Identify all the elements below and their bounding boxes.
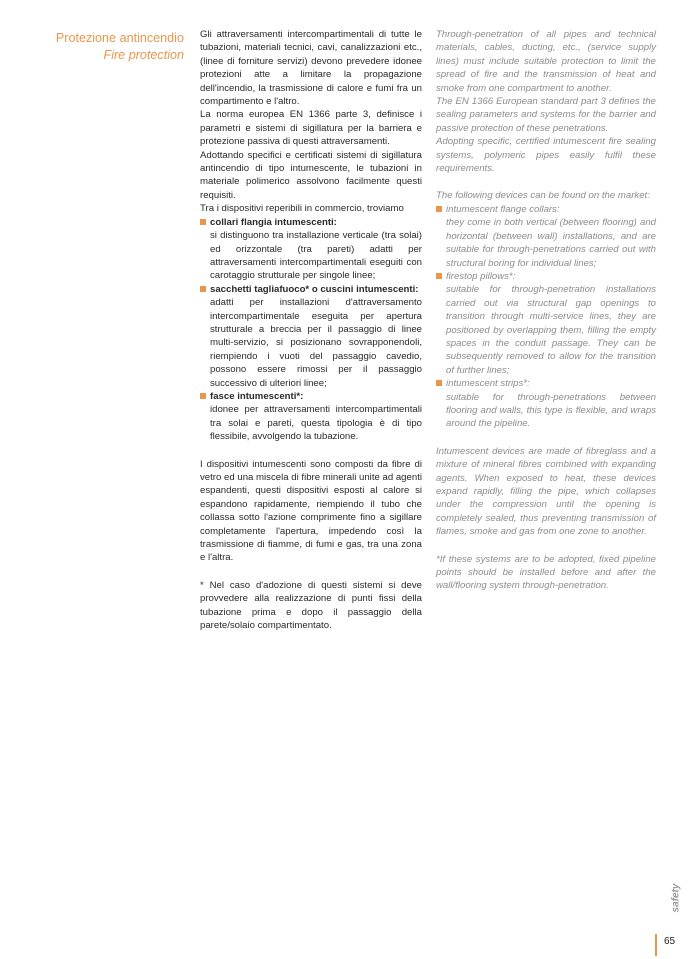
list-item-description: suitable for through-penetration installations carried out via structural gap openings to transition through multi-service lines, they are positioned by overlapping them, filling the empty spaces in the conduit passage. They can be subsequently removed to allow for the transition of further lines; [446,284,656,376]
paragraph: Tra i dispositivi reperibili in commercio, troviamo [200,203,404,215]
paragraph: Adottando specifici e certificati sistemi di sigillatura antincendio di tipo intumescente, le tubazioni in materiale polimerico assolvono facilmente questi requisiti. [200,149,422,201]
paragraph: La norma europea EN 1366 parte 3, definisce i parametri e sistemi di sigillatura per la barriera e protezione passiva di questi attraversamenti. [200,109,422,148]
bullet-square-icon [436,273,442,279]
list-item-title: firestop pillows*: [446,270,516,282]
section-title-english: Fire protection [103,48,184,62]
list-item [436,203,656,216]
paragraph: Gli attraversamenti intercompartimentali di tutte le tubazioni, materiali tecnici, cavi, canalizzazioni etc., (linee di forniture servizi) devono prevedere idonee protezioni atte a limitare la propagazione dell'incendio, la trasmissione di calore e fumi fra un compartimento e l'altro. [200,29,422,108]
page-number: 65 [664,936,676,947]
list-item [200,216,422,229]
list-item-title: sacchetti tagliafuoco* o cuscini intumescenti: [210,283,419,295]
list-item-title: intumescent flange collars: [446,203,560,215]
paragraph: The following devices can be found on the market: [436,190,650,202]
list-item [200,283,422,296]
bullet-square-icon [436,206,442,212]
list-item-description: idonee per attraversamenti intercompartimentali tra solai e pareti, questa tipologia è di tipo flessibile, avvolgendo la tubazione. [210,404,422,443]
brand-mark [666,878,686,918]
bullet-square-icon [200,219,206,225]
footnote: * Nel caso d'adozione di questi sistemi si deve provvedere alla realizzazione di punti fissi della tubazione prima e dopo il passaggio della parete/solaio compartimentato. [200,579,422,632]
list-item-title: fasce intumescenti*: [210,390,304,402]
list-item [200,390,422,403]
bullet-square-icon [436,380,442,386]
list-item-description: si distinguono tra installazione verticale (tra solai) ed orizzontale (tra pareti) adatti per attraversamenti intercompartimentali eseguiti con carotaggio strutturale per singole linee; [210,230,422,282]
english-column [436,28,656,593]
page-number-bar [655,934,657,956]
list-item-title: collari flangia intumescenti: [210,216,337,228]
paragraph: Through-penetration of all pipes and technical materials, cables, ducting, etc., (service supply lines) must include suitable protection to limit the spread of fire and the transmission of heat and smoke from one compartment to another. [436,29,656,94]
list-item [436,377,656,390]
list-item-description: adatti per installazioni d'attraversamento intercompartimentale eseguita per apertura strutturale a breccia per il passaggio di linee multi-servizio, si posizionano sovrapponendoli, riempiendo i vuoti del passaggio cavedio, possono essere rimossi per il passaggio successivo di ulteriori linee; [210,297,422,389]
paragraph: The EN 1366 European standard part 3 defines the sealing parameters and systems for the barrier and passive protection of these penetrations. [436,96,656,134]
section-title [50,30,184,64]
section-title-italian: Protezione antincendio [55,31,184,45]
list-item-description: suitable for through-penetrations between flooring and walls, this type is flexible, and wraps around the pipeline. [446,391,656,430]
brand-label: safety [670,883,682,913]
footnote: *If these systems are to be adopted, fixed pipeline points should be installed before and after the wall/flooring system through-penetration. [436,553,656,592]
paragraph: Adopting specific, certified intumescent fire sealing systems, polymeric pipes easily fulfil these requirements. [436,136,656,175]
bullet-square-icon [200,393,206,399]
list-item-title: intumescent strips*: [446,378,530,390]
paragraph: I dispositivi intumescenti sono composti da fibre di vetro ed una miscela di fibre minerali unite ad agenti espandenti, questi dispositivi esposti al calore si espandono rapidamente, riempiendo il tubo che collassa sotto l'azione comprimente fino a sigillare completamente l'apertura, impedendo così la trasmissione di fiamme, di fumi e gas, tra una zona e l'altra. [200,458,422,564]
list-item [436,270,656,283]
bullet-square-icon [200,286,206,292]
list-item-description: they come in both vertical (between flooring) and horizontal (between wall) installations, and are suitable for through-penetrations carried out with structural boring for individual lines; [446,217,656,269]
italian-column [200,28,422,632]
paragraph: Intumescent devices are made of fibreglass and a mixture of mineral fibres combined with expanding agents. When exposed to heat, these devices expand rapidly, filling the pipe, which collapses under the compression until the opening is completely sealed, thus preventing transmission of flames, smoke and gas from one zone to another. [436,445,656,538]
